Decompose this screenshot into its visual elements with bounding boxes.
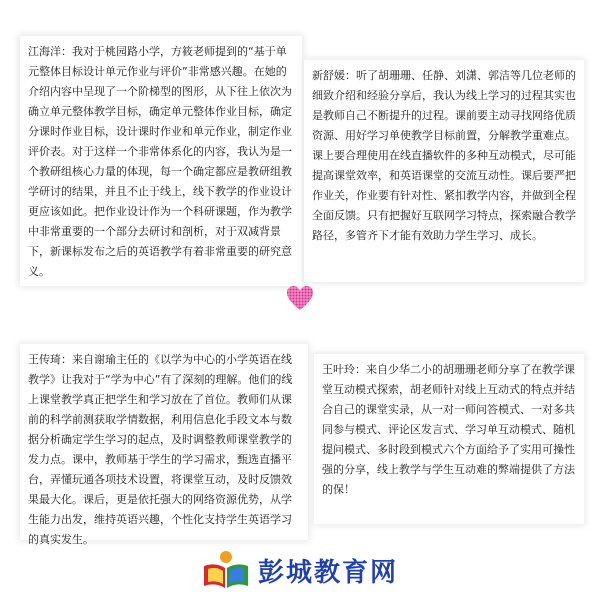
comment-card-wang-chuanqi xyxy=(20,344,308,546)
pink-heart-icon xyxy=(286,285,314,311)
open-book-logo-icon xyxy=(200,548,252,592)
comment-card-jiang-haiyang xyxy=(20,36,302,286)
site-logo xyxy=(200,548,440,592)
comment-text: 新舒媛：听了胡珊珊、任静、刘潇、郭洁等几位老师的细致介绍和经验分享后，我认为线上学习的过程其实也是教师自己不断提升的过程。课前要主动寻找网络优质资源、用好学习单使教学目标前置，分解教学重难点。课上要合理使用在线直播软件的多种互动模式，尽可能提高课堂效率，和英语课堂的交流互动性。课后要严把作业关，作业要有针对性、紧扣教学内容，并做到全程全面反馈。只有把握好互联网学习特点，探索融合教学路径，多管齐下才能有效助力学生学习、成长。 xyxy=(312,69,576,242)
comment-card-wang-yeling xyxy=(314,354,584,524)
site-logo-text: 彭城教育网 xyxy=(258,557,399,588)
comment-text: 王传琦：来自谢瑜主任的《以学为中心的小学英语在线教学》让我对于“学为中心”有了深刻的理解。他们的线上课堂教学真正把学生和学习放在了首位。教师们从课前的科学前测获取学情数据，利用信息化手段文本与数据分析确定学生学习的起点，及时调整教师课堂教学的发力点。课中，教师基于学生的学习需求，甄选直播平台，弄懂玩通各项技术设置，将课堂互动，及时反馈效果最大化。课后，更是依托强大的网络资源优势，从学生能力出发，维持英语兴趣，个性化支持学生英语学习的真实发生。 xyxy=(28,353,293,546)
comment-text: 江海洋：我对于桃园路小学，方筱老师提到的“基于单元整体目标设计单元作业与评价”非常感兴趣。在她的介绍内容中呈现了一个阶梯型的图形，从下往上依次为确立单元整体教学目标，确定单元整体作业目标，确定分课时作业目标，设计课时作业和单元作业，制定作业评价表。对于这样一个非常体系化的内容，我认为是一个教研组核心力量的体现，每一个确定都应是教研组教学研讨的结果，并且不止于线上，线下教学的作业设计更应该如此。把作业设计作为一个科研课题，作为教学中非常重要的一个部分去研讨和剖析，对于双减背景下，新课标发布之后的英语教学有着非常重要的研究意义。 xyxy=(28,45,292,278)
comment-card-xin-shuyuan xyxy=(304,60,584,282)
comment-text: 王叶玲：来自少华二小的胡珊珊老师分享了在教学课堂互动模式探索，胡老师针对线上互动式的特点并结合自己的课堂实录，从一对一师问答模式、一对多共同参与模式、评论区发言式、学习单互动模式、随机提问模式、多时段到模式六个方面给予了实用可操性强的分享，线上教学与学生互动难的弊端提供了方法的保！ xyxy=(322,363,575,496)
